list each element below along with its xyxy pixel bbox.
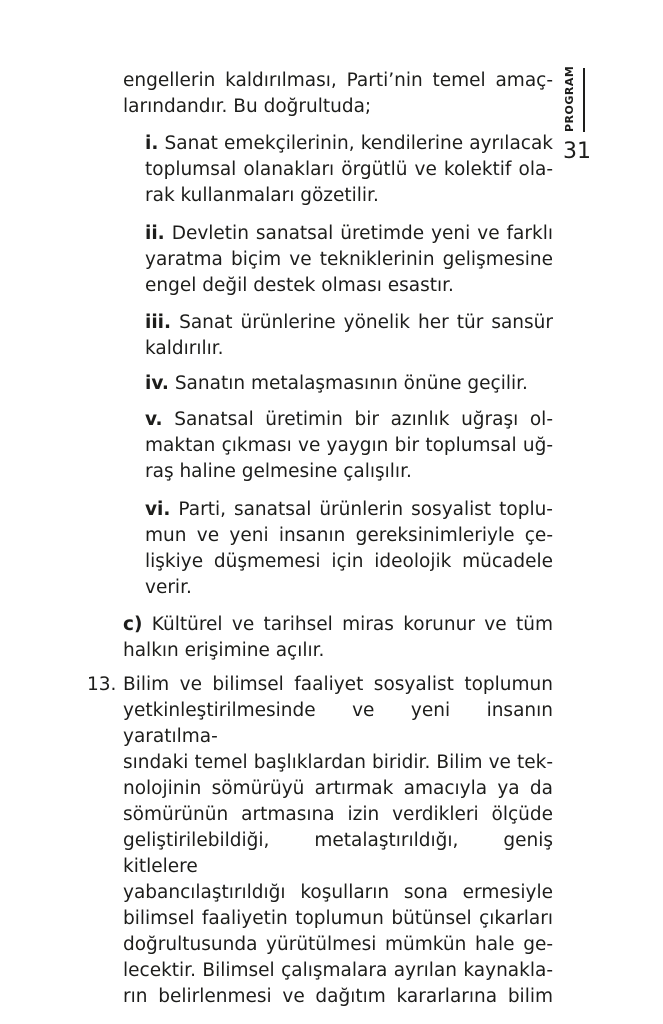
article-13-paragraph: Bilim ve bilimsel faaliyet sosyalist toplumun yetkinleştirilmesinde ve yeni insanın yaratılma- sındaki temel başlıklardan biridir. Bilim ve tek- nolojinin sömürüyü artırmak amacıyla ya da sömürünün artmasına izin verdikleri ölçüde geliştirilebildiği, metalaştırıldığı, geniş kitlelere yabancılaştırıldığı koşulların sona ermesiyle bilimsel faaliyetin toplumun bütünsel çıkarları doğrultusunda yürütülmesi mümkün hale ge- lecektir. Bilimsel çalışmalara ayrılan kaynakla- rın belirlenmesi ve dağıtım kararlarına bilim [123, 674, 553, 1007]
list-item-ii: ii. Devletin sanatsal üretimde yeni ve farklı yaratma biçim ve tekniklerinin gelişmesine engel değil destek olması esastır. [145, 223, 553, 296]
list-item-v: v. Sanatsal üretimin bir azınlık uğraşı ol- maktan çıkması ve yaygın bir toplumsal uğ- raş haline gelmesine çalışılır. [145, 409, 554, 482]
section-label: PROGRAM [563, 65, 576, 132]
article-number: 13. [87, 674, 117, 695]
intro-paragraph: engellerin kaldırılması, Parti’nin temel amaç- larındandır. Bu doğrultuda; [123, 70, 553, 117]
list-item-vi: vi. Parti, sanatsal ürünlerin sosyalist toplu- mun ve yeni insanın gereksinimleriyle çe- lişkiye düşmemesi için ideolojik mücadele verir. [145, 499, 553, 598]
list-item-iii: iii. Sanat ürünlerine yönelik her tür sansür kaldırılır. [145, 312, 553, 359]
page-number: 31 [563, 139, 591, 164]
section-rule [583, 68, 585, 132]
clause-c: c) Kültürel ve tarihsel miras korunur ve tüm halkın erişimine açılır. [123, 614, 553, 661]
list-item-i: i. Sanat emekçilerinin, kendilerine ayrılacak toplumsal olanakları örgütlü ve kolektif ola- rak kullanmaları gözetilir. [145, 133, 553, 206]
list-item-iv: iv. Sanatın metalaşmasının önüne geçilir. [145, 373, 528, 394]
